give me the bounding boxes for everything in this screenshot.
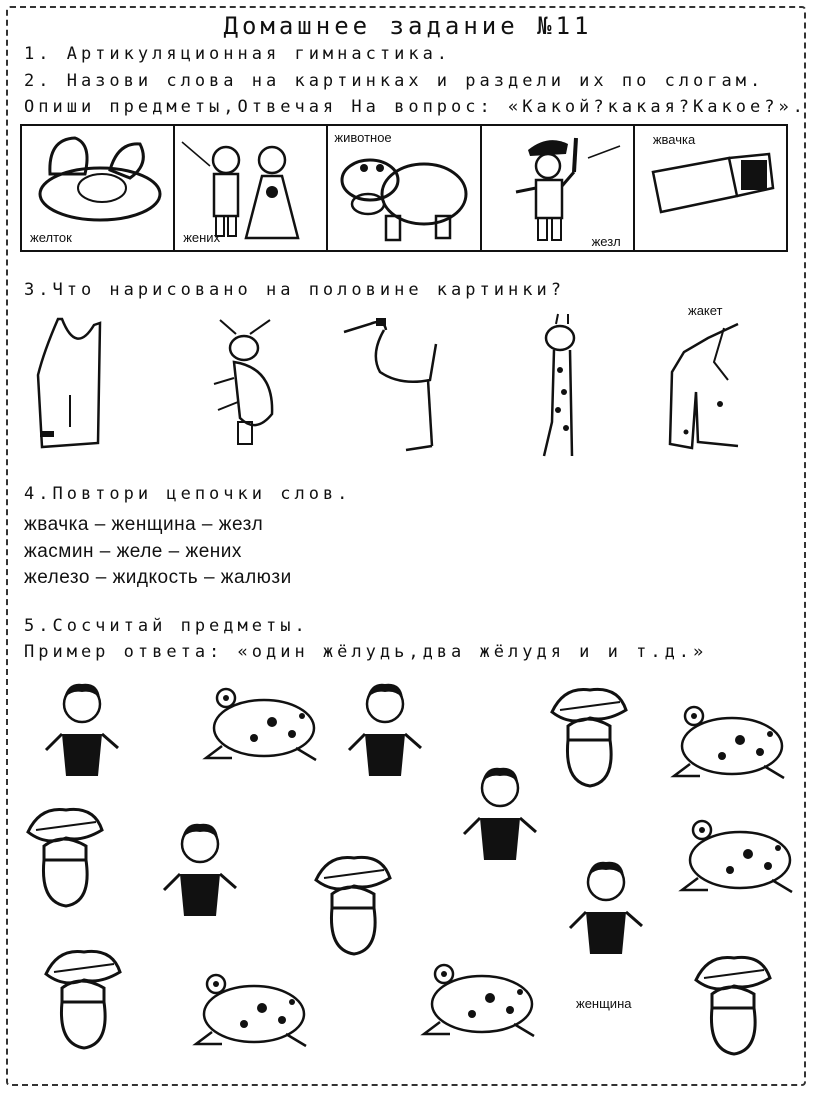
woman-icon — [42, 676, 152, 786]
acorn-icon — [310, 850, 420, 962]
acorn-icon — [40, 944, 150, 1056]
woman-icon — [566, 854, 666, 984]
picture-label-animal: животное — [334, 130, 392, 145]
woman-label: женщина — [576, 996, 632, 1011]
woman-icon — [460, 760, 570, 875]
picture-cell-gum — [635, 126, 786, 250]
picture-label-baton: жезл — [591, 234, 621, 249]
picture-label-yolk: желток — [30, 230, 72, 245]
traffic-officer-icon — [510, 130, 630, 244]
frog-icon — [668, 808, 798, 898]
beetle-half-icon — [210, 318, 276, 453]
task-3: 3.Что нарисовано на половине картинки? — [24, 280, 565, 300]
page-title: Домашнее задание №11 — [223, 12, 593, 40]
word-chain-2: жасмин – желе – жених — [24, 541, 242, 562]
vest-half-icon — [36, 315, 106, 450]
task-4: 4.Повтори цепочки слов. — [24, 484, 352, 504]
giraffe-half-icon — [538, 312, 582, 460]
woman-icon — [160, 816, 260, 931]
word-chain-1: жвачка – женщина – жезл — [24, 514, 264, 535]
task-5-subtitle: Пример ответа: «один жёлудь,два жёлудя и и т.д.» — [24, 642, 708, 662]
frog-icon — [182, 962, 317, 1052]
frog-icon — [410, 952, 545, 1042]
frog-icon — [192, 676, 327, 771]
picture-label-groom: жених — [183, 230, 221, 245]
picture-cell-baton — [482, 126, 635, 250]
chewing-gum-icon — [649, 152, 779, 222]
picture-cell-groom — [175, 126, 328, 250]
task-1: 1. Артикуляционная гимнастика. — [24, 44, 452, 64]
crane-half-icon — [340, 314, 450, 454]
jacket-label: жакет — [688, 303, 723, 318]
bride-groom-icon — [180, 132, 320, 242]
word-chain-3: железо – жидкость – жалюзи — [24, 567, 292, 588]
jacket-half-icon — [668, 322, 742, 452]
picture-cell-yolk — [22, 126, 175, 250]
task-5: 5.Сосчитай предметы. — [24, 616, 309, 636]
frog-icon — [660, 694, 795, 784]
picture-grid — [20, 124, 788, 252]
acorn-icon — [690, 950, 790, 1062]
hippo-icon — [336, 148, 476, 244]
picture-cell-animal — [328, 126, 481, 250]
task-2: 2. Назови слова на картинках и раздели их по слогам. — [24, 71, 765, 91]
egg-yolk-icon — [30, 134, 165, 224]
woman-icon — [345, 676, 445, 791]
picture-label-gum: жвачка — [652, 132, 696, 147]
acorn-icon — [22, 802, 132, 924]
task-2-subtitle: Опиши предметы,Отвечая На вопрос: «Какой?какая?Какое?». — [24, 97, 807, 117]
